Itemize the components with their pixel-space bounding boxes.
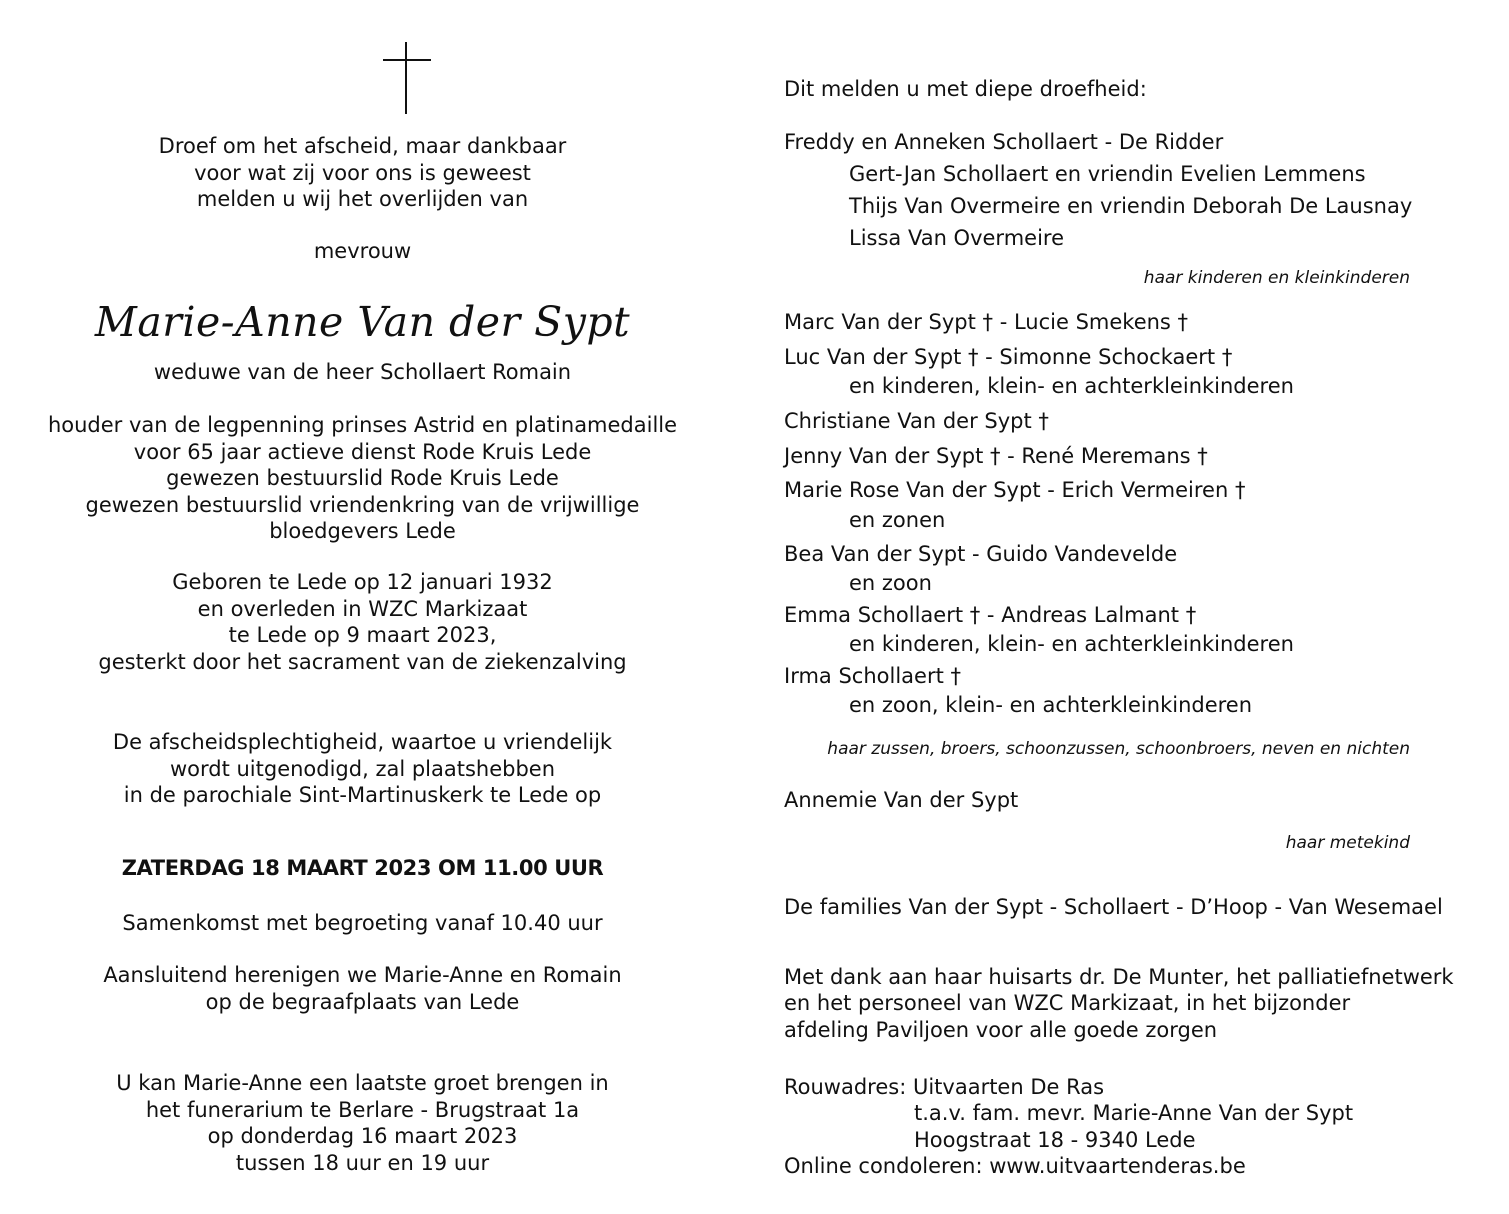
sibling-line: Bea Van der Sypt - Guido Vandevelde — [784, 542, 1178, 566]
thanks-line: afdeling Paviljoen voor alle goede zorgen — [784, 1018, 1218, 1042]
ceremony-line: wordt uitgenodigd, zal plaatshebben — [169, 756, 556, 781]
honors-line: bloedgevers Lede — [269, 519, 456, 543]
address-line: Hoogstraat 18 - 9340 Lede — [914, 1128, 1196, 1152]
address-label: Rouwadres: Uitvaarten De Ras — [784, 1075, 1105, 1099]
deceased-name-block — [40, 297, 685, 347]
intro-text — [40, 133, 685, 213]
ceremony-line: De afscheidsplechtigheid, waartoe u vriendelijk — [112, 730, 613, 754]
widow-line — [40, 359, 685, 386]
ceremony-text — [40, 729, 685, 809]
honors-line: gewezen bestuurslid Rode Kruis Lede — [166, 466, 559, 490]
godchild: Annemie Van der Sypt — [784, 788, 1019, 812]
birth-death-line: en overleden in WZC Markizaat — [197, 596, 528, 621]
sibling-line: Irma Schollaert † — [784, 664, 961, 688]
sibling-line: en kinderen, klein- en achterkleinkinderen — [849, 632, 1294, 656]
address-line: t.a.v. fam. mevr. Marie-Anne Van der Sypt — [914, 1101, 1354, 1125]
godchild-caption: haar metekind — [1285, 833, 1410, 853]
families-line: De families Van der Sypt - Schollaert - D’Hoop - Van Wesemael — [784, 895, 1443, 919]
widow-text: weduwe van de heer Schollaert Romain — [153, 360, 572, 384]
honors-line: houder van de legpenning prinses Astrid en platinamedaille — [47, 413, 678, 437]
salutation — [40, 238, 685, 265]
sibling-line: Marie Rose Van der Sypt - Erich Vermeiren † — [784, 478, 1246, 502]
intro-line: melden u wij het overlijden van — [196, 187, 529, 211]
gathering — [40, 910, 685, 937]
gathering-text: Samenkomst met begroeting vanaf 10.40 uur — [122, 911, 603, 935]
honors-text — [40, 412, 685, 545]
birth-death-line: Geboren te Lede op 12 januari 1932 — [172, 570, 553, 594]
date-block — [40, 855, 685, 882]
children-caption: haar kinderen en kleinkinderen — [1143, 268, 1410, 288]
sibling-line: Emma Schollaert † - Andreas Lalmant † — [784, 603, 1197, 627]
burial-line: op de begraafplaats van Lede — [205, 989, 520, 1014]
family-header: Dit melden u met diepe droefheid: — [784, 77, 1147, 101]
sibling-line: Jenny Van der Sypt † - René Meremans † — [784, 444, 1208, 468]
cross-icon — [379, 40, 435, 116]
honors-line: voor 65 jaar actieve dienst Rode Kruis Lede — [133, 439, 592, 464]
visit-line: op donderdag 16 maart 2023 — [207, 1124, 518, 1148]
family-member: Thijs Van Overmeire en vriendin Deborah De Lausnay — [849, 194, 1413, 218]
deceased-name: Marie-Anne Van der Sypt — [94, 298, 631, 346]
thanks-line: en het personeel van WZC Markizaat, in het bijzonder — [784, 991, 1351, 1015]
sibling-line: en zoon — [849, 571, 932, 595]
sibling-line: Christiane Van der Sypt † — [784, 409, 1049, 433]
sibling-line: en zonen — [849, 508, 946, 532]
sibling-line: Luc Van der Sypt † - Simonne Schockaert † — [784, 345, 1233, 369]
sibling-line: Marc Van der Sypt † - Lucie Smekens † — [784, 310, 1189, 334]
birth-death-line: gesterkt door het sacrament van de ziekenzalving — [98, 649, 627, 674]
birth-death-text — [40, 569, 685, 675]
burial-text — [40, 962, 685, 1015]
ceremony-line: in de parochiale Sint-Martinuskerk te Lede op — [123, 783, 602, 807]
visit-line: het funerarium te Berlare - Brugstraat 1a — [145, 1097, 580, 1122]
family-member: Gert-Jan Schollaert en vriendin Evelien Lemmens — [849, 162, 1366, 186]
honors-line: gewezen bestuurslid vriendenkring van de vrijwillige — [85, 492, 640, 517]
thanks-line: Met dank aan haar huisarts dr. De Munter, het palliatiefnetwerk — [784, 965, 1454, 989]
visit-text — [40, 1070, 685, 1176]
intro-line: Droef om het afscheid, maar dankbaar — [158, 134, 567, 158]
intro-line: voor wat zij voor ons is geweest — [194, 160, 531, 185]
family-member: Lissa Van Overmeire — [849, 226, 1064, 250]
online-condolence-link[interactable]: Online condoleren: www.uitvaartenderas.be — [784, 1154, 1246, 1178]
salutation-text: mevrouw — [313, 239, 412, 263]
burial-line: Aansluitend herenigen we Marie-Anne en Romain — [103, 963, 622, 987]
birth-death-line: te Lede op 9 maart 2023, — [228, 623, 497, 647]
visit-line: tussen 18 uur en 19 uur — [235, 1150, 490, 1175]
visit-line: U kan Marie-Anne een laatste groet brengen in — [116, 1071, 609, 1095]
family-member: Freddy en Anneken Schollaert - De Ridder — [784, 130, 1224, 154]
sibling-line: en zoon, klein- en achterkleinkinderen — [849, 693, 1253, 717]
siblings-caption: haar zussen, broers, schoonzussen, schoonbroers, neven en nichten — [827, 739, 1410, 759]
ceremony-date: ZATERDAG 18 MAART 2023 OM 11.00 UUR — [121, 856, 604, 880]
sibling-line: en kinderen, klein- en achterkleinkinderen — [849, 374, 1294, 398]
